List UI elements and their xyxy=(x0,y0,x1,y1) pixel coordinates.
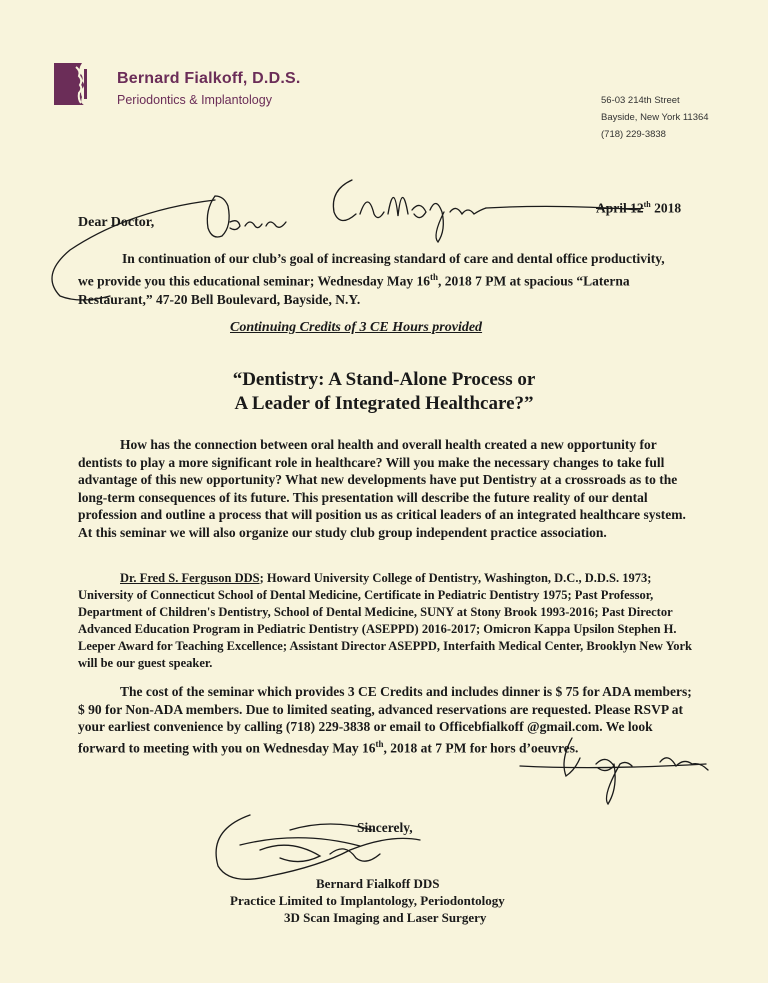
date-suffix: th xyxy=(643,200,651,209)
signature-practice: Practice Limited to Implantology, Periodontology xyxy=(230,893,505,908)
letter-date xyxy=(596,200,681,217)
address-city: Bayside, New York 11364 xyxy=(601,112,709,123)
salutation: Dear Doctor, xyxy=(78,215,155,230)
intro-paragraph xyxy=(78,250,678,309)
address-street: 56-03 214th Street xyxy=(601,95,680,106)
title-line-2: A Leader of Integrated Healthcare?” xyxy=(234,393,534,414)
speaker-paragraph xyxy=(78,570,700,672)
intro-text-2: , 2018 7 PM at spacious “Laterna Restaurant,” 47-20 Bell Boulevard, Bayside, N.Y. xyxy=(78,273,630,307)
cost-text-2: , 2018 at 7 PM for hors d’oeuvres. xyxy=(383,740,579,755)
date-crossed: April 12 xyxy=(596,200,644,216)
credits-note: Continuing Credits of 3 CE Hours provided xyxy=(230,320,483,335)
seminar-title xyxy=(0,368,768,416)
title-line-1: “Dentistry: A Stand-Alone Process or xyxy=(232,369,536,390)
address-phone: (718) 229-3838 xyxy=(601,129,666,140)
date-year: 2018 xyxy=(650,200,682,216)
signature-services: 3D Scan Imaging and Laser Surgery xyxy=(284,910,487,925)
practice-logo-icon xyxy=(54,63,94,105)
speaker-name: Dr. Fred S. Ferguson DDS xyxy=(120,571,260,585)
practice-specialty: Periodontics & Implantology xyxy=(117,93,272,107)
intro-sup: th xyxy=(430,272,439,282)
cost-text-1: The cost of the seminar which provides 3 CE Credits and includes dinner is $ 75 for ADA members; $ 90 for Non-ADA members. Due to limited seating, advanced reservations are requested. Please RSVP at your earliest convenience by calling (718) 229-3838 or email to Officebfialkoff @gmail.com. We look forward to meeting with you on Wednesday May 16 xyxy=(78,684,692,755)
cost-sup: th xyxy=(375,738,384,749)
cost-paragraph xyxy=(78,683,700,757)
closing: Sincerely, xyxy=(357,820,413,835)
signature-name: Bernard Fialkoff DDS xyxy=(316,876,440,891)
practice-name: Bernard Fialkoff, D.D.S. xyxy=(117,70,301,87)
body-paragraph xyxy=(78,436,700,541)
intro-text-1: In continuation of our club’s goal of increasing standard of care and dental office productivity, we provide you this educational seminar; Wednesday May 16 xyxy=(78,251,665,289)
speaker-bio: ; Howard University College of Dentistry, Washington, D.C., D.D.S. 1973; University of Connecticut School of Dental Medicine, Certificate in Pediatric Dentistry 1975; Past Professor, Department of Children's Dentistry, School of Dental Medicine, SUNY at Stony Brook 1993-2016; Past Director Advanced Education Program in Pediatric Dentistry (ASEPPD) 2016-2017; Omicron Kappa Upsilon Stephen H. Leeper Award for Teaching Excellence; Assistant Director ASEPPD, Interfaith Medical Center, Brooklyn New York will be our guest speaker. xyxy=(78,571,692,670)
body-text: How has the connection between oral health and overall health created a new opportunity for dentists to play a more significant role in healthcare? Will you make the necessary changes to take full advantage of this new opportunity? What new developments have put Dentistry at a crossroads as to the long-term consequences of its future. This presentation will describe the future reality of our dental profession and outline a process that will position us as critical leaders of an integrated healthcare system. At this seminar we will also organize our study club group independent practice association. xyxy=(78,437,686,540)
